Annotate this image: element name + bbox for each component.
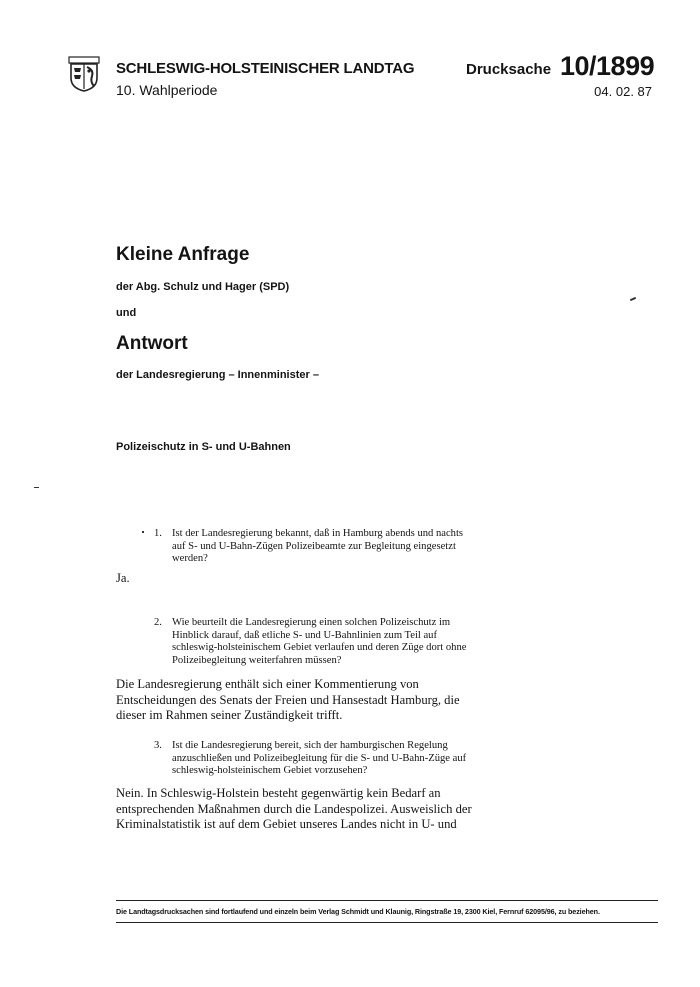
document-subject: Polizeischutz in S- und U-Bahnen (116, 441, 291, 453)
organization-name: SCHLESWIG-HOLSTEINISCHER LANDTAG (116, 60, 415, 77)
footer-rule-bottom (116, 922, 658, 923)
scan-speck (34, 487, 39, 488)
document-date: 04. 02. 87 (594, 84, 652, 99)
question-number: 3. (154, 740, 162, 751)
connector-text: und (116, 307, 137, 319)
legislative-period: 10. Wahlperiode (116, 82, 218, 98)
answer-2: Die Landesregierung enthält sich einer Kommentierung von Entscheidungen des Senats der Freien und Hansestadt Hamburg, die dieser im Rahmen seiner Zuständigkeit trifft. (116, 677, 460, 723)
scan-speck (142, 531, 144, 533)
question-2 (154, 617, 478, 667)
question-3 (154, 740, 478, 778)
footer-rule-top (116, 900, 658, 901)
question-number: 2. (154, 617, 162, 628)
drucksache-number: 10/1899 (560, 51, 655, 81)
question-text: Wie beurteilt die Landesregierung einen solchen Polizeischutz im Hinblick darauf, daß etliche S- und U-Bahnlinien zum Teil auf schleswig-holsteinischem Gebiet verlaufen und deren Züge dort ohne Polizeibegleitung weiterfahren müssen? (172, 617, 467, 666)
answering-authority: der Landesregierung – Innenminister – (116, 369, 319, 381)
answer-1: Ja. (116, 571, 130, 585)
drucksache-label: Drucksache (466, 61, 552, 78)
footer-note: Die Landtagsdrucksachen sind fortlaufend und einzeln beim Verlag Schmidt und Klaunig, Ringstraße 19, 2300 Kiel, Fernruf 62095/96, zu beziehen. (116, 907, 600, 916)
document-authors: der Abg. Schulz und Hager (SPD) (116, 281, 290, 293)
state-coat-of-arms-icon (68, 56, 100, 92)
answer-title: Antwort (116, 333, 188, 354)
question-text: Ist der Landesregierung bekannt, daß in Hamburg abends und nachts auf S- und U-Bahn-Zügen Polizeibeamte zur Begleitung eingesetzt werden? (172, 528, 464, 564)
scan-speck (630, 297, 636, 301)
question-number: 1. (154, 528, 162, 539)
question-1 (154, 528, 478, 566)
document-title: Kleine Anfrage (116, 244, 250, 265)
question-text: Ist die Landesregierung bereit, sich der hamburgischen Regelung anzuschließen und Polizeibegleitung für die S- und U-Bahn-Züge auf schleswig-holsteinischem Gebiet vorzusehen? (172, 740, 467, 776)
answer-3: Nein. In Schleswig-Holstein besteht gegenwärtig kein Bedarf an entsprechenden Maßnahmen durch die Landespolizei. Ausweislich der Kriminalstatistik ist auf dem Gebiet unseres Landes nicht in U- und (116, 786, 472, 832)
